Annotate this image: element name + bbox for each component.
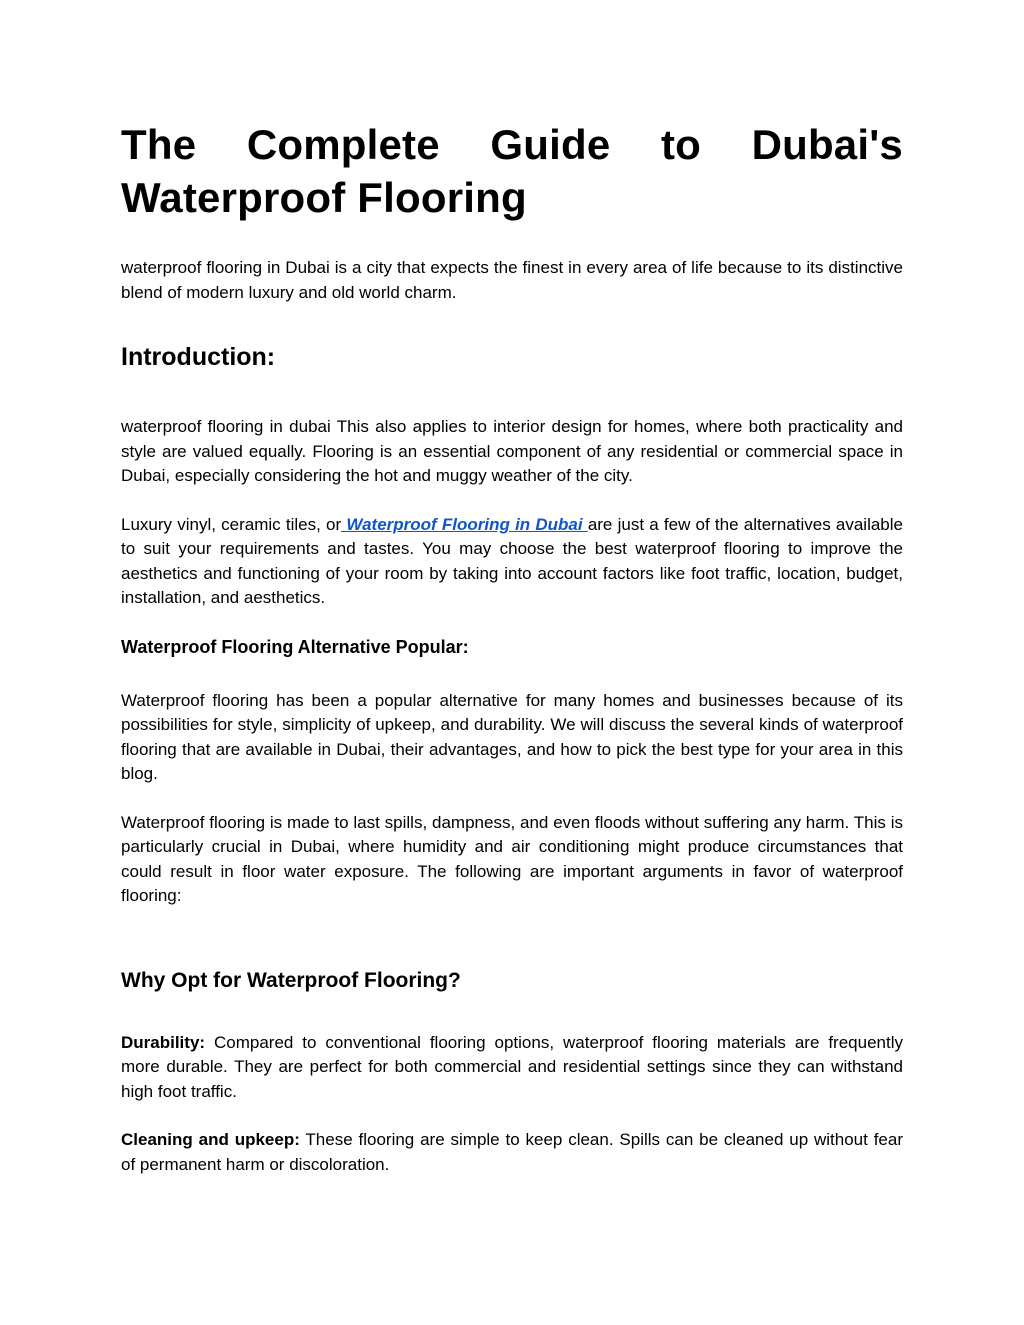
why-heading: Why Opt for Waterproof Flooring? bbox=[121, 968, 461, 992]
introduction-paragraph-1: waterproof flooring in dubai This also applies to interior design for homes, where both practicality and style are valued equally. Flooring is an essential component of any residential or commercial space in Dubai, especially considering the hot and muggy weather of the city. bbox=[121, 417, 903, 485]
title-line-2: Waterproof Flooring bbox=[121, 174, 527, 221]
durability-paragraph bbox=[121, 1031, 903, 1105]
title-word: Dubai's bbox=[751, 121, 903, 168]
cleaning-text: These flooring are simple to keep clean. Spills can be cleaned up without fear of permanent harm or discoloration. bbox=[121, 1130, 903, 1174]
durability-label: Durability: bbox=[121, 1032, 206, 1052]
title-word: Complete bbox=[246, 121, 440, 168]
popular-heading: Waterproof Flooring Alternative Popular: bbox=[121, 636, 469, 657]
popular-paragraph-1: Waterproof flooring has been a popular alternative for many homes and businesses because of its possibilities for style, simplicity of upkeep, and durability. We will discuss the several kinds of waterproof flooring that are available in Dubai, their advantages, and how to pick the best type for your area in this blog. bbox=[121, 690, 903, 783]
page-title bbox=[121, 118, 903, 224]
paragraph-text: Luxury vinyl, ceramic tiles, or bbox=[121, 514, 342, 534]
title-word: The bbox=[121, 121, 197, 168]
title-word: Guide bbox=[490, 121, 611, 168]
introduction-paragraph-2 bbox=[121, 513, 903, 611]
introduction-heading: Introduction: bbox=[121, 343, 276, 371]
paragraph-text: are just a few of the alternatives available to suit your requirements and tastes. You may choose the best waterproof flooring to improve the aesthetics and functioning of your room by taking into account factors like foot traffic, location, budget, installation, and aesthetics. bbox=[121, 514, 903, 607]
popular-paragraph-2: Waterproof flooring is made to last spills, dampness, and even floods without suffering any harm. This is particularly crucial in Dubai, where humidity and air conditioning might produce circumstances that could result in floor water exposure. The following are important arguments in favor of waterproof flooring: bbox=[121, 812, 903, 905]
intro-paragraph: waterproof flooring in Dubai is a city that expects the finest in every area of life because to its distinctive blend of modern luxury and old world charm. bbox=[121, 258, 903, 302]
document-page bbox=[121, 118, 903, 1177]
title-word: to bbox=[660, 121, 701, 168]
cleaning-label: Cleaning and upkeep: bbox=[121, 1130, 300, 1149]
cleaning-paragraph bbox=[121, 1128, 903, 1177]
durability-text: Compared to conventional flooring options, waterproof flooring materials are frequently more durable. They are perfect for both commercial and residential settings since they can withstand high foot traffic. bbox=[121, 1032, 903, 1101]
title-line-1 bbox=[121, 118, 903, 171]
waterproof-flooring-dubai-link[interactable]: Waterproof Flooring in Dubai bbox=[341, 514, 588, 534]
